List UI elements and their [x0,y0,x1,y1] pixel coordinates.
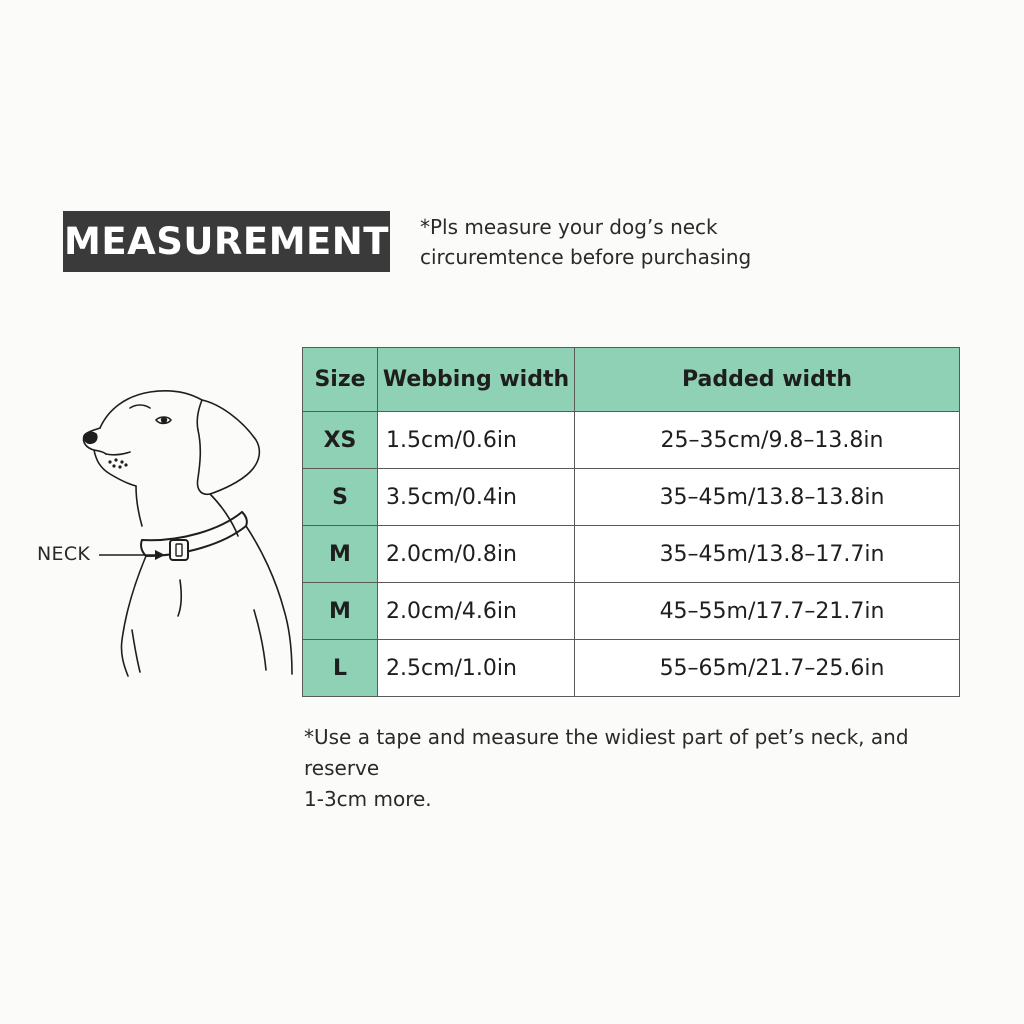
size-cell: XS [303,412,378,469]
size-cell: S [303,469,378,526]
header-size: Size [303,348,378,412]
webbing-cell: 2.5cm/1.0in [378,640,575,697]
table-header-row [303,348,960,412]
webbing-cell: 2.0cm/0.8in [378,526,575,583]
dog-with-collar-icon [70,380,302,680]
size-chart-table [302,347,960,697]
padded-cell: 45–55m/17.7–21.7in [575,583,960,640]
padded-cell: 55–65m/21.7–25.6in [575,640,960,697]
tape-measure-note-line-1: *Use a tape and measure the widiest part of pet’s neck, and reserve [304,725,909,780]
webbing-cell: 2.0cm/4.6in [378,583,575,640]
table-row [303,640,960,697]
table-row [303,412,960,469]
padded-cell: 35–45m/13.8–17.7in [575,526,960,583]
measure-note-line-2: circuremtence before purchasing [420,245,752,269]
padded-cell: 25–35cm/9.8–13.8in [575,412,960,469]
size-cell: M [303,583,378,640]
size-cell: M [303,526,378,583]
table-row [303,526,960,583]
header-webbing-width: Webbing width [378,348,575,412]
measure-note-line-1: *Pls measure your dog’s neck [420,215,718,239]
neck-arrow-icon [97,545,167,565]
header-padded-width: Padded width [575,348,960,412]
tape-measure-note [304,722,984,815]
padded-cell: 35–45m/13.8–13.8in [575,469,960,526]
neck-label: NECK [37,543,91,565]
dog-illustration [70,380,302,680]
measure-note [420,212,840,272]
page-title: MEASUREMENT [63,211,390,272]
size-cell: L [303,640,378,697]
tape-measure-note-line-2: 1-3cm more. [304,787,432,811]
table-row [303,469,960,526]
webbing-cell: 1.5cm/0.6in [378,412,575,469]
table-row [303,583,960,640]
webbing-cell: 3.5cm/0.4in [378,469,575,526]
